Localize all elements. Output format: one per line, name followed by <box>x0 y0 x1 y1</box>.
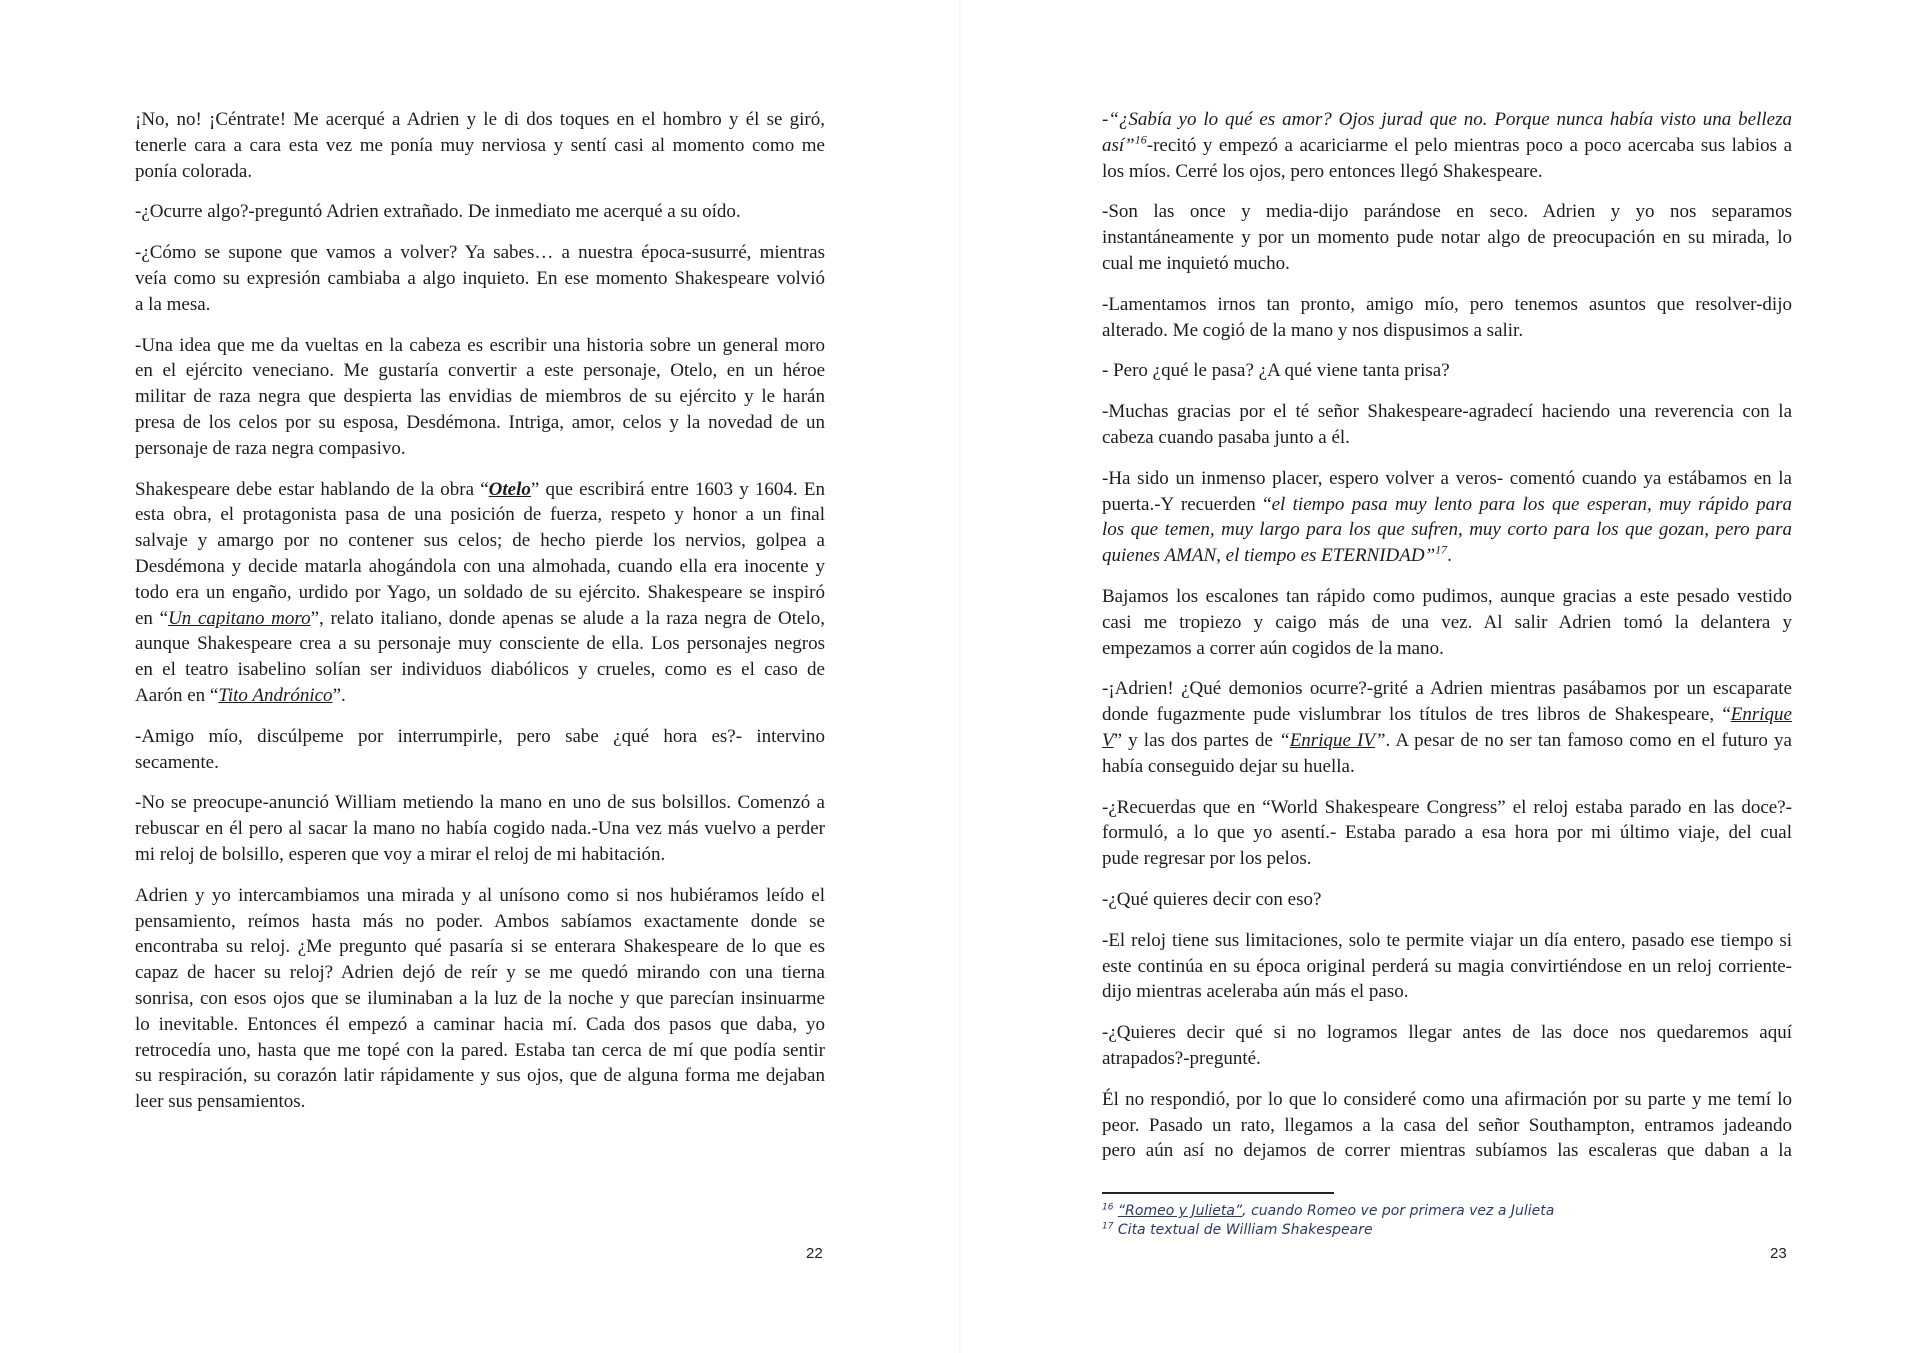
text-line: -Muchas gracias por el té señor Shakespeare-agradecí haciendo una reverencia con la <box>1102 401 1792 423</box>
text-run: ”, relato italiano, donde apenas se alude a la raza negra de Otelo, <box>310 607 826 629</box>
text-run: . A pesar de no ser tan famoso como en el futuro ya <box>1385 729 1792 751</box>
text-line: mi reloj de bolsillo, esperen que voy a mirar el reloj de mi habitación. <box>135 843 666 865</box>
right-page <box>960 0 1920 1353</box>
text-line: -Amigo mío, discúlpeme por interrumpirle, pero sabe ¿qué hora es?- intervino <box>135 725 825 747</box>
text-line: capaz de hacer su reloj? Adrien dejó de reír y se me quedó mirando con una tierna <box>135 962 825 984</box>
text-run: los que temen, muy largo para los que sufren, muy corto para los que gozan, pero para <box>1102 519 1792 541</box>
text-line: personaje de raza negra compasivo. <box>135 437 406 459</box>
paragraph <box>1102 928 1792 1005</box>
text-run: -recitó y empezó a acariciarme el pelo mientras poco a poco acercaba sus labios a <box>1146 134 1792 156</box>
text-line <box>135 606 825 632</box>
text-line: pensamiento, reímos hasta más no poder. Ambos sabíamos exactamente donde se <box>135 910 825 932</box>
footnote-16 <box>1102 1202 1792 1221</box>
text-run: el tiempo pasa muy lento para los que esperan, muy rápido para <box>1271 493 1793 515</box>
text-run: ”. <box>332 684 346 706</box>
text-line: -¿Ocurre algo?-preguntó Adrien extrañado. De inmediato me acerqué a su oído. <box>135 201 741 223</box>
right-page-text <box>1102 107 1792 1179</box>
text-run: Aarón en “ <box>135 684 219 706</box>
text-line: aunque Shakespeare crea a su personaje muy consciente de ella. Los personajes negros <box>135 633 825 655</box>
text-line: - Pero ¿qué le pasa? ¿A qué viene tanta prisa? <box>1102 360 1450 382</box>
text-line: todo era un engaño, urdido por Yago, un soldado de su ejército. Shakespeare se inspiró <box>135 581 825 603</box>
text-line: dijo mientras aceleraba aún más el paso. <box>1102 981 1409 1003</box>
title-tito-andronico: Tito Andrónico <box>218 684 333 706</box>
paragraph <box>135 240 825 317</box>
footnote-number: 16 <box>1102 1202 1114 1213</box>
text-line: Él no respondió, por lo que lo consideré como una afirmación por su parte y me temí lo <box>1102 1088 1792 1110</box>
title-enrique-v-cont: V <box>1102 729 1114 751</box>
text-line <box>1102 702 1792 728</box>
paragraph <box>1102 399 1792 451</box>
text-line: encontraba su reloj. ¿Me pregunto qué pasaría si se enterara Shakespeare de lo que es <box>135 936 825 958</box>
text-line: ¡No, no! ¡Céntrate! Me acerqué a Adrien y le di dos toques en el hombro y él se giró, <box>135 109 825 130</box>
text-line: -¿Cómo se supone que vamos a volver? Ya sabes… a nuestra época-susurré, mientras <box>135 242 825 264</box>
left-page-text <box>135 107 825 1130</box>
text-run: quienes AMAN, el tiempo es ETERNIDAD” <box>1102 545 1436 567</box>
paragraph <box>1102 1087 1792 1164</box>
title-enrique-iv: Enrique IV <box>1289 729 1375 751</box>
text-line: este continúa en su época original perderá su magia convirtiéndose en un reloj corriente- <box>1102 955 1792 977</box>
text-line: leer sus pensamientos. <box>135 1091 306 1113</box>
text-line: en el teatro isabelino solían ser individuos diabólicos y crueles, como es el caso de <box>135 659 825 681</box>
footnote-17 <box>1102 1221 1792 1240</box>
page-number: 22 <box>806 1245 823 1262</box>
text-line: Bajamos los escalones tan rápido como pudimos, aunque gracias a este pesado vestido <box>1102 585 1792 607</box>
text-line: rebuscar en él pero al sacar la mano no había cogido nada.-Una vez más vuelvo a perder <box>135 818 825 840</box>
title-otelo: Otelo <box>488 478 531 500</box>
title-un-capitano-moro: Un capitano moro <box>168 607 311 629</box>
text-line: casi me tropiezo y caigo más de una vez. Al salir Adrien tomó la delantera y <box>1102 611 1792 633</box>
text-line: -Lamentamos irnos tan pronto, amigo mío, pero tenemos asuntos que resolver-dijo <box>1102 293 1792 315</box>
text-line: pude regresar por los pelos. <box>1102 848 1312 870</box>
text-run: . <box>1447 545 1452 567</box>
paragraph <box>1102 199 1792 276</box>
text-line: sonrisa, con esos ojos que se iluminaban a la luz de la noche y que parecían insinuarme <box>135 987 825 1009</box>
text-line <box>1102 492 1792 518</box>
text-run: puerta.-Y recuerden “ <box>1102 493 1272 515</box>
text-line: Adrien y yo intercambiamos una mirada y al unísono como si nos hubiéramos leído el <box>135 884 825 906</box>
text-line: -¿Recuerdas que en “World Shakespeare Congress” el reloj estaba parado en las doce?- <box>1102 796 1792 818</box>
paragraph-otelo <box>135 477 825 709</box>
text-line <box>1102 543 1792 569</box>
text-line: los míos. Cerré los ojos, pero entonces llegó Shakespeare. <box>1102 160 1543 182</box>
text-line: -¿Qué quieres decir con eso? <box>1102 888 1322 910</box>
text-line: cabeza cuando pasaba junto a él. <box>1102 426 1350 448</box>
text-line: ponía colorada. <box>135 160 253 182</box>
text-line: su respiración, su corazón latir rápidamente y sus ojos, que de alguna forma me dejaban <box>135 1065 825 1087</box>
text-run: ” <box>1374 729 1386 751</box>
text-run: ” que escribirá entre 1603 y 1604. En <box>530 478 825 500</box>
footnote-ref[interactable]: 16 <box>1134 132 1147 147</box>
paragraph-romeo-quote <box>1102 107 1792 184</box>
text-line <box>1102 728 1792 754</box>
text-line: -Una idea que me da vueltas en la cabeza es escribir una historia sobre un general moro <box>135 334 825 356</box>
text-line: tenerle cara a cara esta vez me ponía muy nerviosa y sentí casi al momento como me <box>135 134 825 156</box>
text-line <box>1102 107 1792 133</box>
paragraph <box>135 199 825 225</box>
footnote-number: 17 <box>1102 1221 1114 1232</box>
paragraph <box>135 724 825 776</box>
text-line: -Ha sido un inmenso placer, espero volver a veros- comentó cuando ya estábamos en la <box>1102 467 1792 489</box>
title-enrique-v: Enrique <box>1730 704 1792 726</box>
text-line: instantáneamente y por un momento pude notar algo de preocupación en su mirada, lo <box>1102 227 1792 249</box>
text-line <box>135 683 825 709</box>
text-line: militar de raza negra que despierta las envidias de miembros de su ejército y le harán <box>135 386 825 408</box>
text-run: ” y las dos partes de <box>1113 729 1280 751</box>
text-line: veía como su expresión cambiaba a algo inquieto. En ese momento Shakespeare volvió <box>135 267 825 289</box>
text-run: en “ <box>135 607 169 629</box>
text-run: -“¿Sabía yo lo qué es amor? Ojos jurad que no. Porque nunca había visto una belleza <box>1102 109 1792 130</box>
text-line <box>1102 517 1792 543</box>
paragraph <box>1102 887 1792 913</box>
text-line: atrapados?-pregunté. <box>1102 1047 1261 1069</box>
text-line: secamente. <box>135 751 219 773</box>
paragraph <box>1102 584 1792 661</box>
footnote-link[interactable]: “Romeo y Julieta” <box>1117 1203 1243 1219</box>
paragraph <box>1102 358 1792 384</box>
paragraph-time-quote <box>1102 466 1792 569</box>
paragraph <box>135 333 825 462</box>
text-line: alterado. Me cogió de la mano y nos dispusimos a salir. <box>1102 319 1524 341</box>
text-run: así” <box>1102 134 1135 156</box>
paragraph <box>135 790 825 867</box>
page-number: 23 <box>1770 1245 1787 1262</box>
text-run: “ <box>1279 729 1290 751</box>
text-line: -El reloj tiene sus limitaciones, solo te permite viajar un día entero, pasado ese tiempo si <box>1102 929 1792 951</box>
footnote-separator <box>1102 1192 1334 1194</box>
text-line: presa de los celos por su esposa, Desdémona. Intriga, amor, celos y la novedad de un <box>135 411 825 433</box>
text-line: a la mesa. <box>135 293 211 315</box>
text-line: cual me inquietó mucho. <box>1102 252 1290 274</box>
text-line: lo inevitable. Entonces él empezó a caminar hacia mí. Cada dos pasos que daba, yo <box>135 1013 825 1035</box>
text-line: -Son las once y media-dijo parándose en seco. Adrien y yo nos separamos <box>1102 201 1792 223</box>
paragraph <box>1102 795 1792 872</box>
footnote-text: Cita textual de William Shakespeare <box>1117 1222 1373 1238</box>
text-run: donde fugazmente pude vislumbrar los títulos de tres libros de Shakespeare, “ <box>1102 704 1731 726</box>
paragraph <box>1102 1020 1792 1072</box>
text-line: formuló, a lo que yo asentí.- Estaba parado a esa hora por mi último viaje, del cual <box>1102 822 1792 844</box>
text-line: esta obra, el protagonista pasa de una posición de fuerza, respeto y honor a un final <box>135 504 825 526</box>
text-line: -No se preocupe-anunció William metiendo la mano en uno de sus bolsillos. Comenzó a <box>135 792 825 814</box>
paragraph <box>135 107 825 184</box>
paragraph <box>1102 292 1792 344</box>
text-line: había conseguido dejar su huella. <box>1102 755 1355 777</box>
text-line: retrocedía uno, hasta que me topé con la pared. Estaba tan cerca de mí que podía sentir <box>135 1039 825 1061</box>
text-line <box>135 477 825 503</box>
footnote-text: , cuando Romeo ve por primera vez a Julieta <box>1242 1203 1555 1219</box>
text-line <box>1102 133 1792 159</box>
text-line: empezamos a correr aún cogidos de la mano. <box>1102 637 1444 659</box>
footnote-ref[interactable]: 17 <box>1435 542 1448 557</box>
text-line: pero aún así no dejamos de correr mientras subíamos las escaleras que daban a la <box>1102 1140 1792 1162</box>
text-run: Shakespeare debe estar hablando de la obra “ <box>135 478 489 500</box>
text-line: -¡Adrien! ¿Qué demonios ocurre?-grité a Adrien mientras pasábamos por un escaparate <box>1102 678 1792 700</box>
text-line: peor. Pasado un rato, llegamos a la casa del señor Southampton, entramos jadeando <box>1102 1114 1792 1136</box>
footnotes <box>1102 1202 1792 1240</box>
paragraph <box>135 883 825 1115</box>
text-line: en el ejército veneciano. Me gustaría convertir a este personaje, Otelo, en un héroe <box>135 360 825 382</box>
text-line: salvaje y amargo por no contener sus celos; de hecho pierde los nervios, golpea a <box>135 530 825 552</box>
text-line: Desdémona y decide matarla ahogándola con una almohada, cuando ella era inocente y <box>135 555 825 577</box>
text-line: -¿Quieres decir qué si no logramos llegar antes de las doce nos quedaremos aquí <box>1102 1022 1792 1044</box>
paragraph-enrique <box>1102 676 1792 779</box>
